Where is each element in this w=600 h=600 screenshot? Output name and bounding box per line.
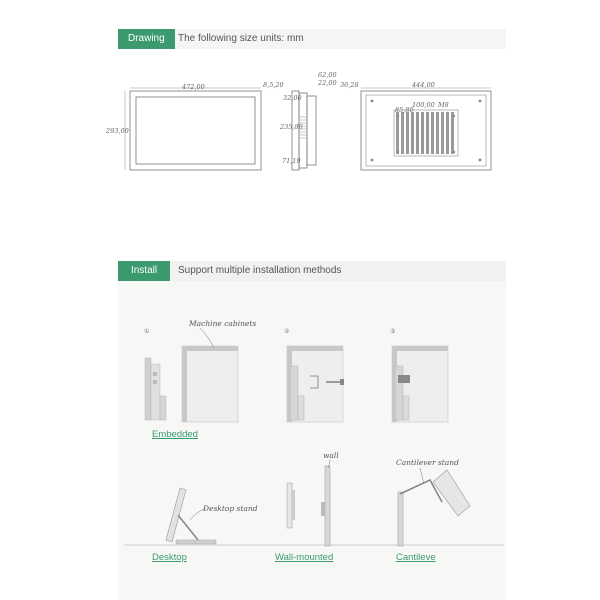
- dim-back-inner: 100,00: [412, 101, 435, 109]
- dim-back-side: 85,80: [395, 106, 414, 114]
- dim-side-depth-b: 22,00: [318, 79, 337, 87]
- cantilever-illustration: [398, 468, 470, 546]
- dim-front-height: 293,00: [106, 127, 129, 135]
- cantilever-stand-label: Cantilever stand: [396, 458, 459, 467]
- cantilever-label[interactable]: Cantileve: [396, 552, 436, 563]
- drawing-subtitle: The following size units: mm: [178, 33, 304, 44]
- desktop-stand-label: Desktop stand: [203, 504, 258, 513]
- desktop-illustration: [166, 488, 216, 544]
- drawing-tag: Drawing: [118, 29, 175, 49]
- install-subtitle: Support multiple installation methods: [178, 265, 342, 276]
- install-tag: Install: [118, 261, 170, 281]
- dim-side-depth-a: 62,00: [318, 71, 337, 79]
- wall-mounted-label[interactable]: Wall-mounted: [275, 552, 334, 563]
- dim-back-vesa: M8: [438, 101, 449, 109]
- embedded-label[interactable]: Embedded: [152, 429, 198, 440]
- dim-side-bottom: 71,19: [282, 157, 301, 165]
- step-1: ①: [144, 328, 150, 335]
- machine-cabinets-label: Machine cabinets: [189, 319, 257, 328]
- desktop-label[interactable]: Desktop: [152, 552, 187, 563]
- embedded-step-2: [287, 346, 344, 422]
- dim-side-mid: 235,86: [280, 123, 303, 131]
- wall-illustration: [287, 460, 330, 546]
- dim-side-offset: 32,00: [283, 94, 302, 102]
- dim-back-width: 444,00: [412, 81, 435, 89]
- step-3: ③: [390, 328, 396, 335]
- step-2: ②: [284, 328, 290, 335]
- dim-back-left: 36,28: [340, 81, 359, 89]
- dim-front-width: 472,00: [182, 83, 205, 91]
- embedded-step-1: [145, 328, 238, 422]
- embedded-step-3: [392, 346, 448, 422]
- dim-side-top: 8,5,20: [263, 81, 284, 89]
- wall-note: wall: [323, 451, 339, 460]
